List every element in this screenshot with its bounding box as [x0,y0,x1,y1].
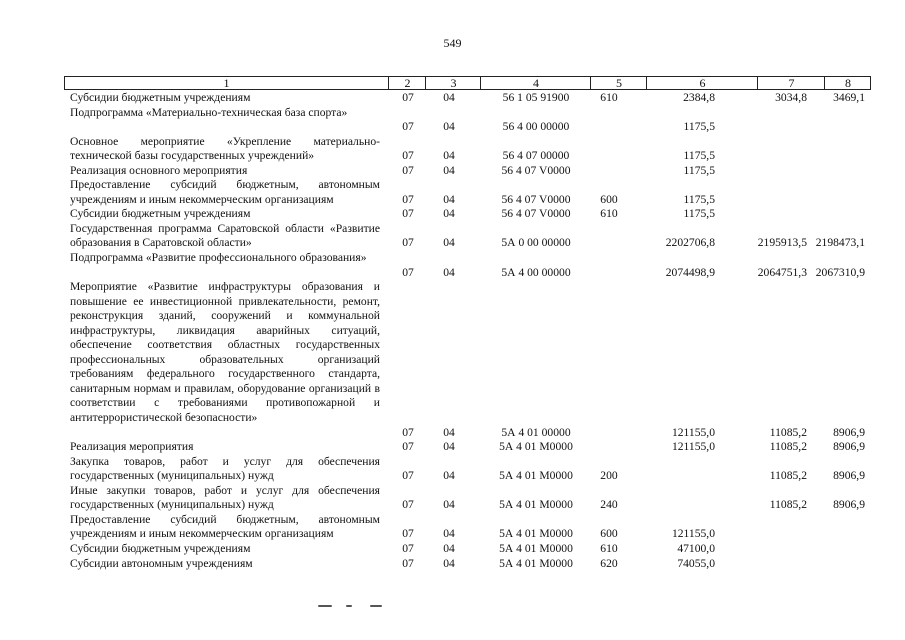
row-description: Подпрограмма «Материально-техническая база спорта» [70,105,348,119]
header-col-1: 1 [223,76,230,90]
cell-col2: 07 [402,498,414,512]
table-header [64,76,871,90]
row-description: Реализация мероприятия [70,440,194,454]
cell-col4: 56 4 07 V0000 [501,207,571,221]
cell-col3: 04 [443,425,455,439]
table-row [66,207,871,222]
cell-col3: 04 [443,440,455,454]
cell-col6: 47100,0 [677,541,715,555]
cell-col8 [796,557,865,572]
cell-col6: 2074498,9 [665,265,715,279]
table-row [66,440,871,455]
cell-col3: 04 [443,236,455,250]
row-description: Иные закупки товаров, работ и услуг для обеспечения государственных (муниципальных) нужд [70,483,380,512]
cell-col5: 620 [600,556,618,570]
cell-col3: 04 [443,541,455,555]
cell-col3: 04 [443,120,455,134]
header-col-8: 8 [824,77,871,89]
cell-col4: 5А 4 01 M0000 [499,527,573,541]
cell-col4: 5А 4 00 00000 [501,265,571,279]
cell-col7: 2064751,3 [757,265,807,279]
cell-col5: 240 [600,498,618,512]
cell-col6: 1175,5 [683,149,715,163]
table-row [66,222,871,251]
cell-col6 [646,469,715,484]
cell-col8 [796,542,865,557]
cell-col6: 121155,0 [671,440,715,454]
cell-col7: 11085,2 [769,469,807,483]
row-description: Реализация основного мероприятия [70,163,248,177]
row-description: Субсидии бюджетным учреждениям [70,91,251,104]
cell-col6: 1175,5 [683,207,715,221]
cell-col6: 1175,5 [683,120,715,134]
cell-col6: 121155,0 [671,527,715,541]
cell-col5: 200 [600,469,618,483]
row-description: Мероприятие «Развитие инфраструктуры образования и повышение ее инвестиционной привлекательности, ремонт, реконструкция зданий, сооружений и коммунальной инфраструктуры, ликвидация аварийных ситуаций, обеспечение соответствия областных государственных профессиональных образовательных организаций требованиям федерального государственного стандарта, санитарным нормам и правилам, оборудование организаций в соответствии с требованиями противопожарной и антитеррористической безопасности» [70,280,380,425]
cell-col2: 07 [402,236,414,250]
cell-col3: 04 [443,527,455,541]
cell-col8 [796,527,865,542]
cell-col8: 2067310,9 [815,265,865,279]
cell-col4: 5А 4 01 00000 [501,425,571,439]
table-row [66,178,871,207]
cell-col4: 56 4 07 V0000 [501,192,571,206]
row-description: Закупка товаров, работ и услуг для обеспечения государственных (муниципальных) нужд [70,454,380,483]
table-row [66,135,871,164]
table-row [66,542,871,557]
header-col-3: 3 [425,77,481,89]
header-col-6: 6 [646,77,758,89]
row-description: Субсидии бюджетным учреждениям [70,541,251,555]
table-body [66,91,871,571]
cell-col5 [597,440,621,455]
cell-col3: 04 [443,207,455,221]
cell-col8 [796,193,865,208]
cell-col2: 07 [402,192,414,206]
cell-col7: 11085,2 [769,440,807,454]
cell-col3: 04 [443,469,455,483]
cell-col6: 2384,8 [683,91,715,104]
page-number: 549 [443,36,462,50]
cell-col2: 07 [402,527,414,541]
cell-col3: 04 [443,192,455,206]
cell-col4: 56 4 07 00000 [502,149,570,163]
cell-col7: 2195913,5 [757,236,807,250]
cell-col7: 11085,2 [769,498,807,512]
cell-col2: 07 [402,440,414,454]
cell-col3: 04 [443,149,455,163]
cell-col6: 2202706,8 [665,236,715,250]
cell-col8: 8906,9 [833,425,865,439]
cell-col2: 07 [402,469,414,483]
cell-col4: 56 4 07 V0000 [501,163,571,177]
cell-col5: 610 [600,91,618,104]
cell-col5: 610 [600,541,618,555]
cell-col2: 07 [402,120,414,134]
cell-col5: 600 [600,192,618,206]
cell-col4: 5А 4 01 M0000 [499,556,573,570]
table-row [66,557,871,572]
row-description: Предоставление субсидий бюджетным, автономным учреждениям и иным некоммерческим организациям [70,512,380,541]
row-description: Предоставление субсидий бюджетным, автономным учреждениям и иным некоммерческим организациям [70,178,380,206]
cell-col3: 04 [443,163,455,177]
cell-col4: 56 1 05 91900 [502,91,570,104]
cell-col2: 07 [402,541,414,555]
cell-col8: 3469,1 [833,91,865,104]
scan-mark [370,605,382,607]
cell-col6: 1175,5 [683,192,715,206]
cell-col6 [646,498,715,513]
cell-col8: 8906,9 [833,498,865,512]
cell-col7: 11085,2 [769,425,807,439]
cell-col8 [796,120,865,135]
cell-col3: 04 [443,91,455,104]
cell-col6: 74055,0 [677,556,715,570]
cell-col2: 07 [402,91,414,104]
cell-col5 [597,120,621,135]
header-col-2: 2 [388,77,426,89]
row-description: Субсидии автономным учреждениям [70,556,253,570]
cell-col5 [597,149,621,164]
scan-mark [346,605,352,607]
row-description: Основное мероприятие «Укрепление материально-технической базы государственных учреждений» [70,134,380,163]
cell-col8: 8906,9 [833,469,865,483]
cell-col5 [597,236,621,251]
table-row [66,164,871,179]
cell-col4: 5А 0 00 00000 [501,236,571,250]
cell-col2: 07 [402,265,414,279]
cell-col8: 2198473,1 [815,236,865,250]
cell-col3: 04 [443,265,455,279]
cell-col5 [597,426,621,441]
cell-col2: 07 [402,163,414,177]
cell-col8 [796,164,865,179]
cell-col3: 04 [443,556,455,570]
cell-col4: 5А 4 01 M0000 [499,541,573,555]
cell-col4: 5А 4 01 M0000 [499,469,573,483]
scan-mark [318,605,332,607]
cell-col6: 121155,0 [671,425,715,439]
cell-col2: 07 [402,425,414,439]
row-description: Государственная программа Саратовской области «Развитие образования в Саратовской области» [70,221,380,250]
table-row [66,106,871,135]
cell-col4: 56 4 00 00000 [502,120,570,134]
cell-col5: 610 [600,207,618,221]
cell-col4: 5А 4 01 M0000 [499,498,573,512]
cell-col4: 5А 4 01 M0000 [499,440,573,454]
cell-col8: 8906,9 [833,440,865,454]
row-description: Подпрограмма «Развитие профессионального образования» [70,251,367,265]
table-row [66,280,871,440]
cell-col2: 07 [402,207,414,221]
cell-col6: 1175,5 [683,163,715,177]
header-col-7: 7 [757,77,825,89]
table-row [66,251,871,280]
cell-col3: 04 [443,498,455,512]
cell-col5: 600 [600,527,618,541]
cell-col2: 07 [402,149,414,163]
cell-col5 [597,266,621,281]
cell-col8 [796,207,865,222]
table-row [66,91,871,106]
table-row [66,513,871,542]
cell-col8 [796,149,865,164]
header-col-5: 5 [590,77,647,89]
header-col-4: 4 [480,77,591,89]
cell-col2: 07 [402,556,414,570]
table-row [66,484,871,513]
cell-col5 [597,164,621,179]
cell-col7: 3034,8 [775,91,807,104]
row-description: Субсидии бюджетным учреждениям [70,207,251,221]
table-row [66,455,871,484]
